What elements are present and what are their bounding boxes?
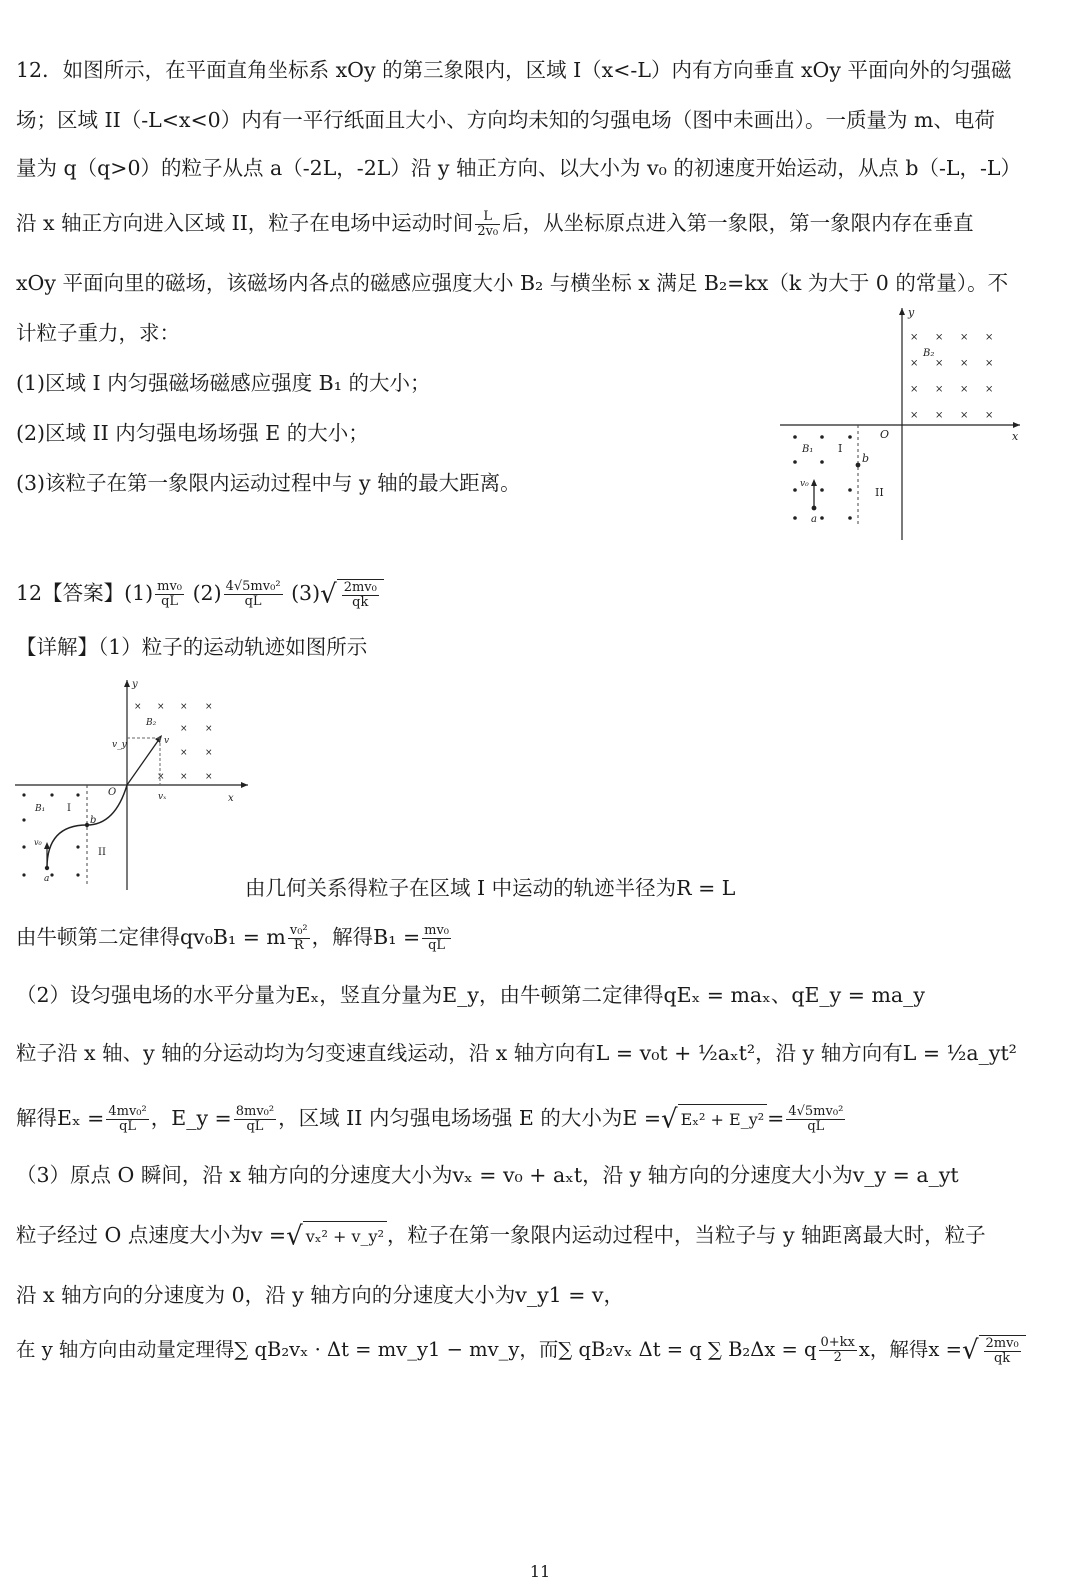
point-b <box>856 463 861 468</box>
detail-heading: 【详解】（1）粒子的运动轨迹如图所示 <box>16 635 368 659</box>
svg-text:×: × <box>157 772 165 782</box>
detail-momentum: 在 y 轴方向由动量定理得∑ qB₂vₓ · Δt = mv_y1 − mv_y，而∑ qB₂vₓ Δt = q ∑ B₂Δx = q $\frac{0+kx}{2}$ x，解得x =√ $\frac{\text{2mv₀}}{qk}$ <box>16 1335 1026 1366</box>
x-label: x <box>1012 430 1019 443</box>
svg-text:×: × <box>205 748 213 758</box>
problem-line-5: xOy 平面向里的磁场，该磁场内各点的磁感应强度大小 B₂ 与横坐标 x 满足 B₂=kx（k 为大于 0 的常量）。不 <box>16 271 1009 295</box>
detail-velocity: 粒子经过 O 点速度大小为v =√ vₓ² + v_y² ，粒子在第一象限内运动过程中，当粒子与 y 轴距离最大时，粒子 <box>16 1221 986 1252</box>
point-b-label: b <box>862 452 870 465</box>
svg-text:×: × <box>935 358 944 369</box>
detail-newton: 由牛顿第二定律得qv₀B₁ = m $\frac{\text{v₀²}}{R}$ ，解得B₁ = $\frac{\text{mv₀}}{qL}$ <box>16 923 450 953</box>
svg-text:×: × <box>960 384 969 395</box>
velocity-arrow-icon <box>155 735 162 743</box>
point-a <box>812 506 817 511</box>
svg-text:×: × <box>935 332 944 343</box>
svg-text:×: × <box>960 358 969 369</box>
origin-label: O <box>880 428 890 441</box>
svg-text:×: × <box>180 772 188 782</box>
answer-3: $\frac{\text{2mv₀}}{qk}$ <box>337 579 384 610</box>
question-3: (3)该粒子在第一象限内运动过程中与 y 轴的最大距离。 <box>16 471 521 495</box>
region-ii-label: II <box>875 486 884 499</box>
point-b <box>85 823 89 827</box>
svg-text:×: × <box>985 410 994 421</box>
region-ii-label: II <box>98 847 106 858</box>
svg-text:×: × <box>910 410 919 421</box>
svg-text:×: × <box>960 410 969 421</box>
detail-part-3: （3）原点 O 瞬间，沿 x 轴方向的分速度大小为vₓ = v₀ + aₓt，沿 y 轴方向的分速度大小为v_y = a_yt <box>16 1163 959 1187</box>
point-a-label: a <box>811 514 817 525</box>
problem-line-4: 沿 x 轴正方向进入区域 II，粒子在电场中运动时间 $\frac{L}{\text{2v₀}}$ 后，从坐标原点进入第一象限，第一象限内存在垂直 <box>16 209 974 239</box>
detail-velocity-2: 沿 x 轴方向的分速度为 0，沿 y 轴方向的分速度大小为v_y1 = v， <box>16 1283 625 1307</box>
b1-label: B₁ <box>35 804 46 814</box>
problem-line-6: 计粒子重力，求： <box>16 321 180 345</box>
y-label: y <box>132 679 138 690</box>
svg-text:×: × <box>180 702 188 712</box>
problem-figure <box>780 300 1030 545</box>
v0-arrow-icon <box>44 842 50 849</box>
svg-text:×: × <box>180 748 188 758</box>
v0-arrow-icon <box>811 479 817 486</box>
problem-line-3: 量为 q（q>0）的粒子从点 a（-2L，-2L）沿 y 轴正方向、以大小为 v₀ 的初速度开始运动，从点 b（-L，-L） <box>16 156 1022 180</box>
svg-text:×: × <box>205 724 213 734</box>
detail-motion: 粒子沿 x 轴、y 轴的分运动均为匀变速直线运动，沿 x 轴方向有L = v₀t + ½aₓt²，沿 y 轴方向有L = ½a_yt² <box>16 1041 1017 1065</box>
point-a-label: a <box>44 874 50 884</box>
x-label: x <box>228 793 234 804</box>
trajectory-figure <box>10 675 255 900</box>
answer-1: $\frac{\text{mv₀}}{qL}$ <box>157 579 183 609</box>
region-i-label: I <box>838 442 843 455</box>
region-i-label: I <box>67 803 71 814</box>
svg-text:×: × <box>935 384 944 395</box>
page-number: 11 <box>529 1562 551 1581</box>
y-arrow-icon <box>124 680 130 687</box>
problem-line-1: 12．如图所示，在平面直角坐标系 xOy 的第三象限内，区域 I（x<-L）内有方向垂直 xOy 平面向外的匀强磁 <box>16 58 1012 82</box>
svg-text:×: × <box>180 724 188 734</box>
svg-text:×: × <box>985 332 994 343</box>
v0-label: v₀ <box>34 838 42 847</box>
svg-text:×: × <box>157 702 165 712</box>
detail-solve-e: 解得Eₓ = $\frac{\text{4mv₀²}}{qL}$ ，E_y = $\frac{\text{8mv₀²}}{qL}$ ，区域 II 内匀强电场场强 E 的大小为E =√ Eₓ² + E_y² = $\frac{\text{4√5mv₀²}}{qL}$ <box>16 1104 844 1135</box>
b2-crosses <box>910 332 993 421</box>
question-2: (2)区域 II 内匀强电场场强 E 的大小； <box>16 421 369 445</box>
question-1: (1)区域 I 内匀强磁场磁感应强度 B₁ 的大小； <box>16 371 431 395</box>
x-arrow-icon <box>1013 422 1020 428</box>
sqrt-icon: √ <box>286 1221 303 1252</box>
b1-label: B₁ <box>802 444 814 455</box>
answer-2: $\frac{\text{4√5mv₀²}}{qL}$ <box>225 579 281 609</box>
time-fraction: $\frac{L}{\text{2v₀}}$ <box>477 209 499 239</box>
v0-label: v₀ <box>800 479 809 489</box>
svg-text:×: × <box>985 384 994 395</box>
vx-label: vₓ <box>158 792 167 802</box>
velocity-vector <box>127 738 160 785</box>
svg-text:×: × <box>910 332 919 343</box>
b2-label: B₂ <box>923 348 935 359</box>
svg-text:×: × <box>910 358 919 369</box>
sqrt-icon: √ <box>320 579 337 610</box>
vy-label: v_y <box>112 740 127 750</box>
y-label: y <box>908 306 915 319</box>
svg-text:×: × <box>960 332 969 343</box>
detail-part-2: （2）设匀强电场的水平分量为Eₓ，竖直分量为E_y，由牛顿第二定律得qEₓ = maₓ、qE_y = ma_y <box>16 983 925 1007</box>
svg-text:×: × <box>134 702 142 712</box>
b2-label: B₂ <box>146 718 157 728</box>
point-b-label: b <box>90 815 97 826</box>
svg-text:×: × <box>910 384 919 395</box>
svg-text:×: × <box>985 358 994 369</box>
y-arrow-icon <box>899 308 905 315</box>
answer-line: 12【答案】(1) $\frac{\text{mv₀}}{qL}$ (2) $\frac{\text{4√5mv₀²}}{qL}$ (3)√ $\frac{\text{2mv₀}}{qk}$ <box>16 578 384 610</box>
b2-crosses <box>134 702 213 782</box>
problem-line-2: 场；区域 II（-L<x<0）内有一平行纸面且大小、方向均未知的匀强电场（图中未画出）。一质量为 m、电荷 <box>16 108 995 132</box>
svg-text:×: × <box>935 410 944 421</box>
svg-text:×: × <box>205 772 213 782</box>
v-label: v <box>164 736 170 746</box>
origin-label: O <box>108 787 117 798</box>
svg-text:×: × <box>205 702 213 712</box>
sqrt-icon: √ <box>961 1335 979 1366</box>
point-a <box>45 866 49 870</box>
detail-radius: 由几何关系得粒子在区域 I 中运动的轨迹半径为R = L <box>245 876 736 900</box>
b1-dots <box>22 793 79 876</box>
sqrt-icon: √ <box>661 1104 678 1135</box>
x-arrow-icon <box>241 782 248 788</box>
